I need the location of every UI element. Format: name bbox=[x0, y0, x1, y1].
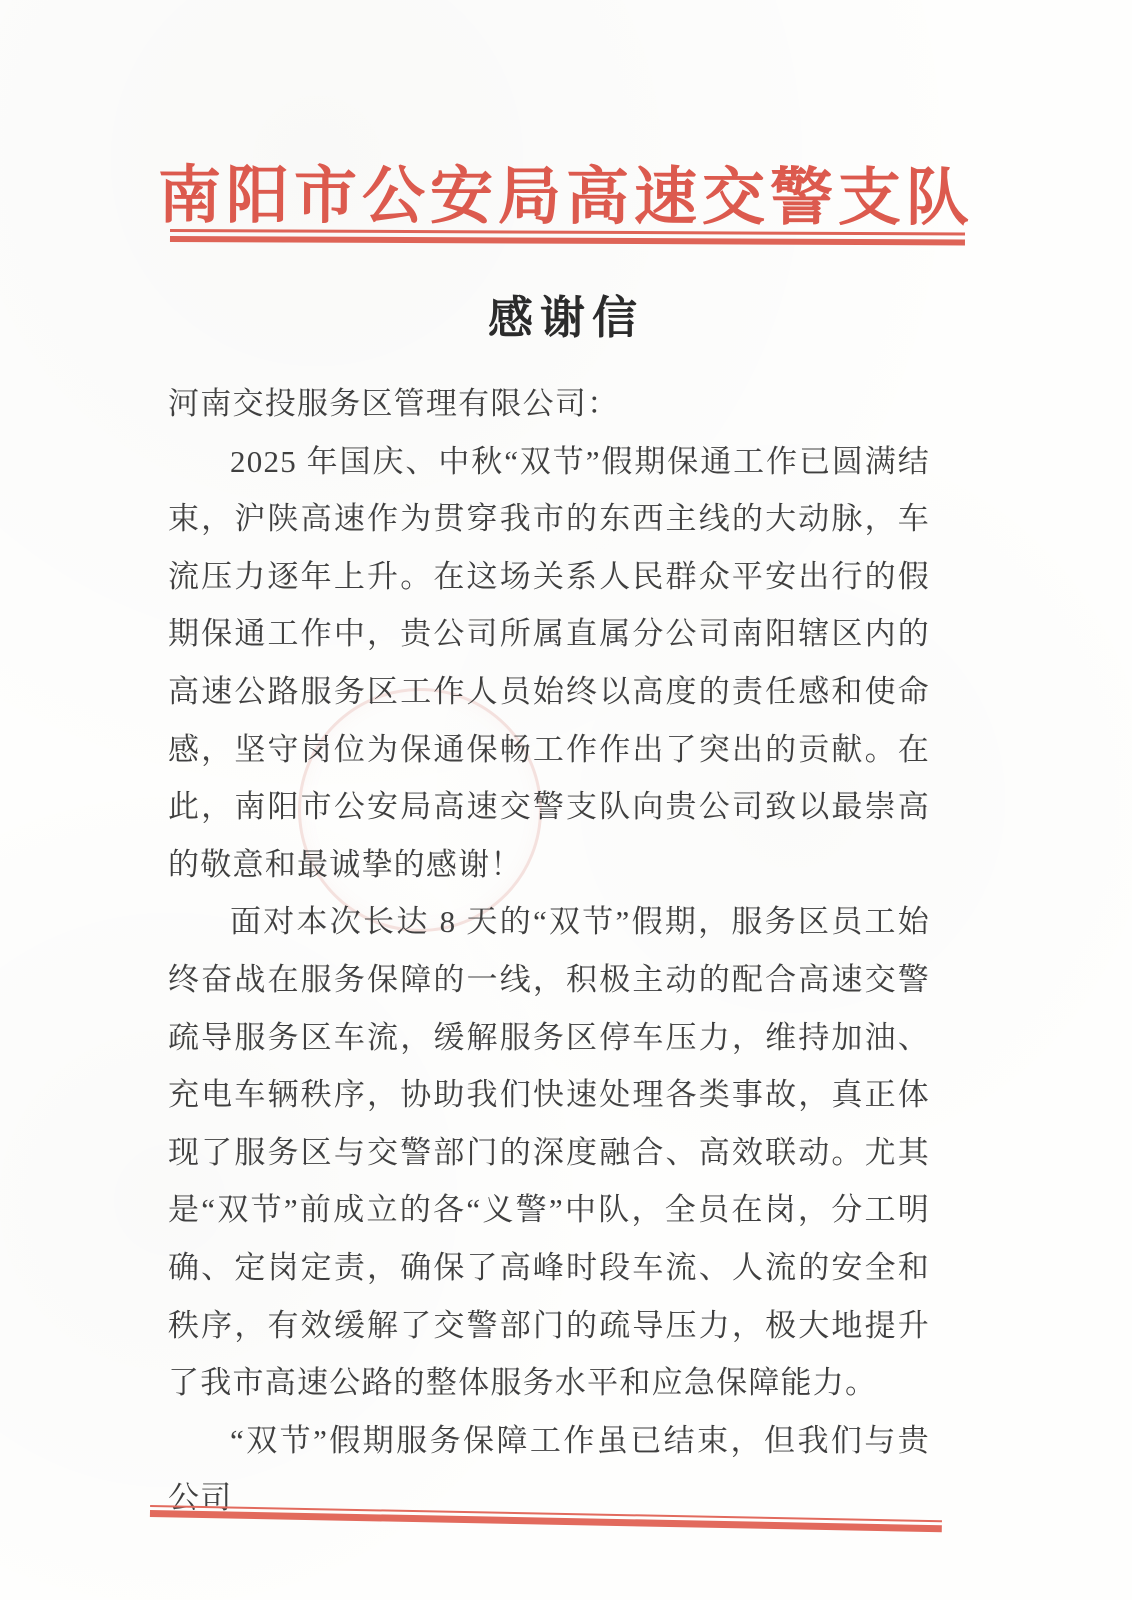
paragraph-3: “双节”假期服务保障工作虽已结束，但我们与贵公司 bbox=[168, 1422, 930, 1516]
paragraph-2: 面对本次长达 8 天的“双节”假期，服务区员工始终奋战在服务保障的一线，积极主动的配合高速交警疏导服务区车流，缓解服务区停车压力，维持加油、充电车辆秩序，协助我们快速处理各类事故，真正体现了服务区与交警部门的深度融合、高效联动。尤其是“双节”前成立的各“义警”中队，全员在岗，分工明确、定岗定责，确保了高峰时段车流、人流的安全和秩序，有效缓解了交警部门的疏导压力，极大地提升了我市高速公路的整体服务水平和应急保障能力。 bbox=[168, 904, 930, 1401]
paragraph-1: 2025 年国庆、中秋“双节”假期保通工作已圆满结束，沪陕高速作为贯穿我市的东西主线的大动脉，车流压力逐年上升。在这场关系人民群众平安出行的假期保通工作中，贵公司所属直属分公司南阳辖区内的高速公路服务区工作人员始终以高度的责任感和使命感，坚守岗位为保通保畅工作作出了突出的贡献。在此，南阳市公安局高速交警支队向贵公司致以最崇高的敬意和最诚挚的感谢！ bbox=[168, 443, 930, 882]
salutation: 河南交投服务区管理有限公司： bbox=[168, 386, 620, 421]
letter-title: 感谢信 bbox=[487, 293, 644, 343]
letter-body bbox=[168, 375, 930, 1527]
letterhead-double-rule bbox=[170, 229, 965, 245]
letterhead-title: 南阳市公安局高速交警支队 bbox=[157, 160, 975, 234]
